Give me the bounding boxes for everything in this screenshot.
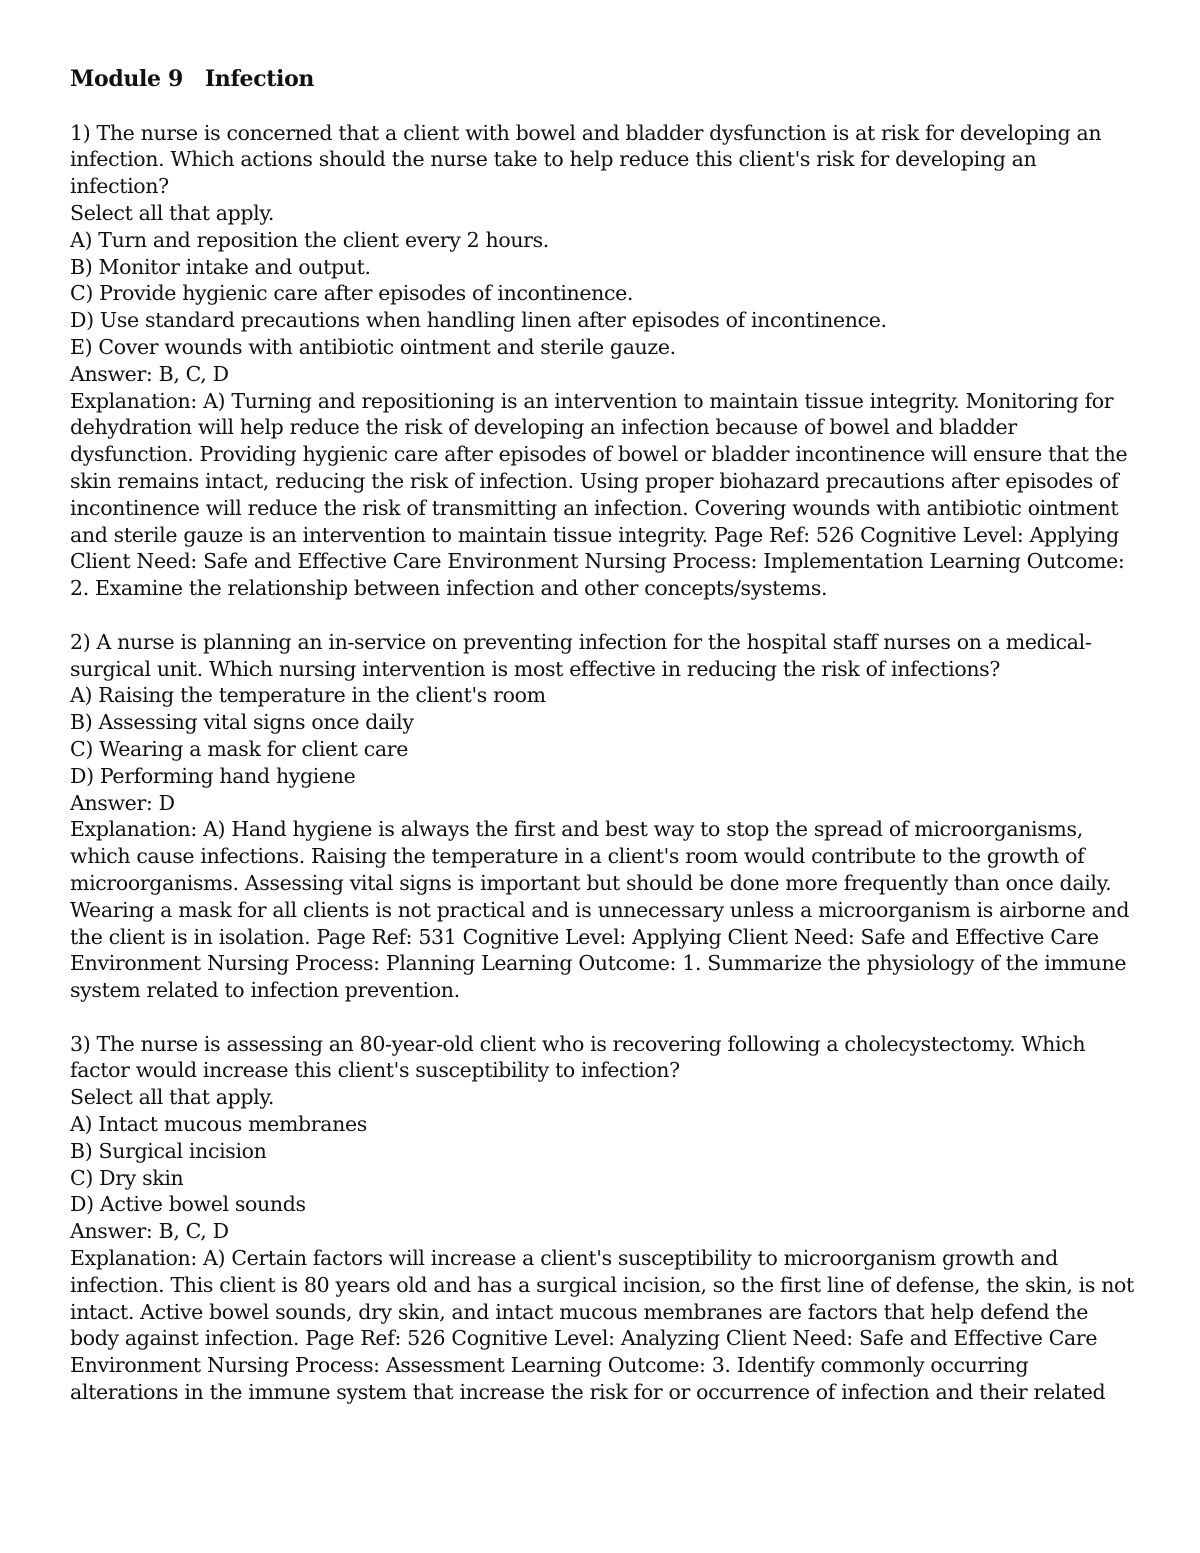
select-instruction: Select all that apply. (70, 200, 275, 225)
option-a: A) Raising the temperature in the client's room (70, 683, 546, 708)
document-page (70, 66, 1134, 1433)
answer: Answer: B, C, D (70, 361, 229, 386)
explanation: Explanation: A) Hand hygiene is always the first and best way to stop the spread of microorganisms, which cause infections. Raising the temperature in a client's room would contribute to the growth of microorganisms. Assessing vital signs is important but should be done more frequently than once daily. Wearing a mask for all clients is not practical and is unnecessary unless a microorganism is airborne and the client is in isolation. Page Ref: 531 Cognitive Level: Applying Client Need: Safe and Effective Care Environment Nursing Process: Planning Learning Outcome: 1. Summarize the physiology of the immune system related to infection prevention. (70, 817, 1130, 1003)
option-c: C) Provide hygienic care after episodes of incontinence. (70, 281, 634, 306)
option-b: B) Assessing vital signs once daily (70, 710, 414, 735)
explanation: Explanation: A) Turning and repositioning is an intervention to maintain tissue integrity. Monitoring for dehydration will help reduce the risk of developing an infection because of bowel and bladder dysfunction. Providing hygienic care after episodes of bowel or bladder incontinence will ensure that the skin remains intact, reducing the risk of infection. Using proper biohazard precautions after episodes of incontinence will reduce the risk of transmitting an infection. Covering wounds with antibiotic ointment and sterile gauze is an intervention to maintain tissue integrity. Page Ref: 526 Cognitive Level: Applying Client Need: Safe and Effective Care Environment Nursing Process: Implementation Learning Outcome: 2. Examine the relationship between infection and other concepts/systems. (70, 388, 1128, 601)
option-c: C) Dry skin (70, 1165, 184, 1190)
option-c: C) Wearing a mask for client care (70, 736, 409, 761)
module-title: Module 9 Infection (70, 66, 315, 92)
question-stem: 2) A nurse is planning an in-service on preventing infection for the hospital staff nurses on a medical-surgical unit. Which nursing intervention is most effective in reducing the risk of infections? (70, 629, 1092, 681)
option-d: D) Performing hand hygiene (70, 763, 356, 788)
question-2 (70, 629, 1134, 1004)
select-instruction: Select all that apply. (70, 1085, 275, 1110)
option-d: D) Active bowel sounds (70, 1192, 306, 1217)
question-stem: 1) The nurse is concerned that a client with bowel and bladder dysfunction is at risk for developing an infection. Which actions should the nurse take to help reduce this client's risk for developing an infection? (70, 120, 1102, 199)
option-b: B) Surgical incision (70, 1138, 267, 1163)
option-d: D) Use standard precautions when handling linen after episodes of incontinence. (70, 308, 887, 333)
question-3 (70, 1031, 1134, 1406)
option-a: A) Turn and reposition the client every 2 hours. (70, 227, 549, 252)
option-a: A) Intact mucous membranes (70, 1112, 367, 1137)
question-stem: 3) The nurse is assessing an 80-year-old client who is recovering following a cholecystectomy. Which factor would increase this client's susceptibility to infection? (70, 1031, 1086, 1083)
explanation: Explanation: A) Certain factors will increase a client's susceptibility to microorganism growth and infection. This client is 80 years old and has a surgical incision, so the first line of defense, the skin, is not intact. Active bowel sounds, dry skin, and intact mucous membranes are factors that help defend the body against infection. Page Ref: 526 Cognitive Level: Analyzing Client Need: Safe and Effective Care Environment Nursing Process: Assessment Learning Outcome: 3. Identify commonly occurring alterations in the immune system that increase the risk for or occurrence of infection and their related (70, 1246, 1134, 1405)
answer: Answer: B, C, D (70, 1219, 229, 1244)
option-e: E) Cover wounds with antibiotic ointment and sterile gauze. (70, 334, 676, 359)
option-b: B) Monitor intake and output. (70, 254, 371, 279)
question-1 (70, 120, 1134, 602)
answer: Answer: D (70, 790, 175, 815)
